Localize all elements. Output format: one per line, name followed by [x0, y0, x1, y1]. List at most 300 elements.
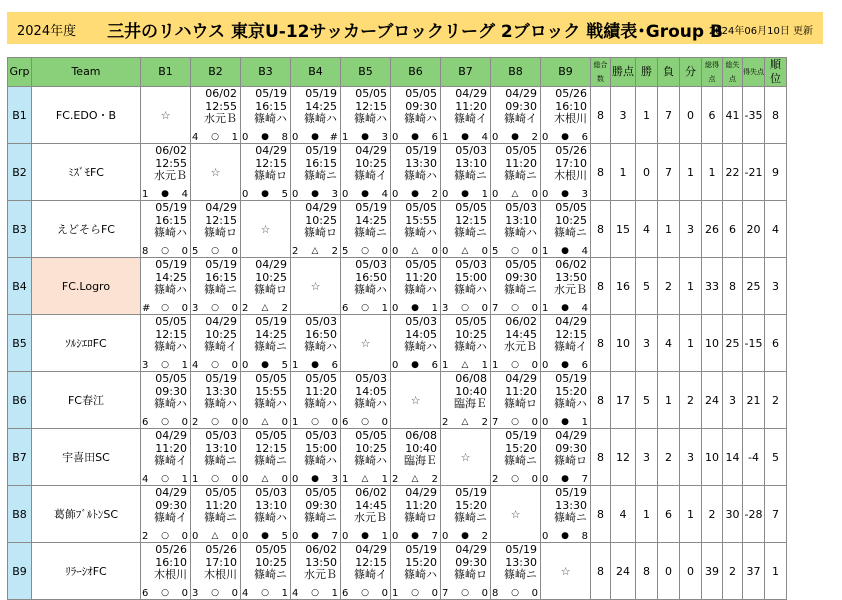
match-time: 12:15 — [355, 99, 387, 113]
stat-cell: 25 — [723, 315, 743, 372]
match-date: 05/19 — [455, 486, 487, 499]
score-opponent: 0 — [231, 246, 238, 257]
match-time: 12:15 — [255, 156, 287, 170]
result-mark: ● — [511, 132, 519, 142]
score-own: 0 — [392, 531, 399, 542]
match-date: 05/19 — [555, 486, 587, 499]
score-own: 0 — [392, 132, 399, 143]
match-venue: 水元Ｂ — [304, 568, 337, 581]
header-stat: 順位 — [765, 58, 787, 87]
match-time: 14:25 — [355, 213, 387, 227]
score-opponent: 2 — [331, 246, 338, 257]
result-mark: ○ — [311, 588, 319, 598]
match-date: 05/19 — [205, 372, 237, 385]
score-own: 0 — [442, 189, 449, 200]
stat-cell: 39 — [702, 543, 723, 600]
match-time: 15:20 — [455, 498, 487, 512]
match-cell — [291, 315, 341, 372]
match-venue: 篠崎ハ — [154, 226, 187, 239]
match-date: 05/03 — [455, 258, 487, 271]
match-cell — [141, 315, 191, 372]
match-cell — [291, 486, 341, 543]
match-venue: 篠崎ニ — [204, 511, 237, 524]
match-result — [442, 531, 488, 542]
score-own: 0 — [192, 531, 199, 542]
stat-cell: 22 — [723, 144, 743, 201]
match-time: 16:15 — [205, 270, 237, 284]
match-time: 15:55 — [255, 384, 287, 398]
match-time: 14:05 — [355, 384, 387, 398]
score-opponent: 2 — [481, 417, 488, 428]
score-own: 1 — [542, 246, 549, 257]
match-time: 15:20 — [505, 441, 537, 455]
match-cell — [241, 87, 291, 144]
match-result — [242, 588, 288, 599]
header-stat: 得失点 — [743, 58, 765, 87]
score-opponent: 6 — [431, 132, 438, 143]
match-cell — [341, 486, 391, 543]
match-date: 06/02 — [305, 543, 337, 556]
match-cell — [491, 201, 541, 258]
match-result — [292, 531, 338, 542]
match-result — [392, 588, 438, 599]
result-mark: ○ — [161, 246, 169, 256]
match-result — [192, 531, 238, 542]
match-cell — [541, 87, 591, 144]
team-name: 葛飾ﾌﾞﾙﾄﾝSC — [32, 486, 141, 543]
stat-cell: 1 — [680, 144, 702, 201]
stat-cell: 4 — [611, 486, 636, 543]
match-result — [392, 531, 438, 542]
match-cell — [391, 258, 441, 315]
score-opponent: 0 — [231, 531, 238, 542]
match-venue: 篠崎ハ — [304, 112, 337, 125]
score-opponent: 2 — [531, 132, 538, 143]
match-date: 05/05 — [305, 372, 337, 385]
match-date: 05/19 — [355, 201, 387, 214]
score-opponent: 8 — [281, 132, 288, 143]
result-mark: ● — [261, 189, 269, 199]
result-mark: △ — [261, 417, 269, 427]
group-cell: B3 — [8, 201, 32, 258]
group-cell: B2 — [8, 144, 32, 201]
match-venue: 水元Ｂ — [504, 340, 537, 353]
match-venue: 篠崎ロ — [454, 568, 487, 581]
match-date: 06/08 — [405, 429, 437, 442]
score-own: 4 — [142, 474, 149, 485]
stat-cell: 3 — [680, 429, 702, 486]
stat-cell: 1 — [636, 486, 658, 543]
team-name: ﾐｽﾞﾓFC — [32, 144, 141, 201]
score-opponent: 6 — [331, 360, 338, 371]
stat-cell: 37 — [743, 543, 765, 600]
match-result — [342, 474, 388, 485]
stat-cell: 4 — [658, 315, 680, 372]
score-opponent: 2 — [481, 531, 488, 542]
score-own: 2 — [392, 474, 399, 485]
match-cell — [391, 429, 441, 486]
stat-cell: 2 — [702, 486, 723, 543]
match-result — [292, 360, 338, 371]
score-opponent: 0 — [531, 360, 538, 371]
match-date: 05/03 — [205, 429, 237, 442]
match-result — [492, 417, 538, 428]
table-row — [8, 144, 787, 201]
table-row — [8, 87, 787, 144]
match-venue: 篠崎ニ — [504, 283, 537, 296]
match-date: 05/05 — [255, 429, 287, 442]
match-date: 05/03 — [455, 144, 487, 157]
result-mark: ○ — [511, 588, 519, 598]
match-cell — [341, 372, 391, 429]
score-opponent: 0 — [181, 531, 188, 542]
result-mark: △ — [461, 417, 469, 427]
match-date: 04/29 — [555, 315, 587, 328]
match-result — [142, 474, 188, 485]
stat-cell: 6 — [658, 486, 680, 543]
header-stat: 負 — [658, 58, 680, 87]
match-time: 14:05 — [405, 327, 437, 341]
match-date: 05/26 — [155, 543, 187, 556]
match-result — [142, 588, 188, 599]
match-result — [342, 189, 388, 200]
stat-cell: 20 — [743, 201, 765, 258]
match-cell — [191, 429, 241, 486]
match-result — [392, 246, 438, 257]
score-own: 0 — [242, 360, 249, 371]
match-venue: 篠崎ハ — [404, 283, 437, 296]
result-mark: ● — [561, 474, 569, 484]
match-time: 16:15 — [255, 99, 287, 113]
header-stat: 総合数 — [591, 58, 611, 87]
result-mark: ● — [561, 132, 569, 142]
stat-cell: 8 — [591, 486, 611, 543]
match-venue: 篠崎ニ — [454, 169, 487, 182]
match-venue: 篠崎ハ — [154, 340, 187, 353]
score-own: 4 — [192, 132, 199, 143]
score-opponent: 4 — [581, 246, 588, 257]
result-mark: ○ — [211, 417, 219, 427]
result-mark: ○ — [211, 246, 219, 256]
match-cell — [441, 315, 491, 372]
match-time: 14:45 — [355, 498, 387, 512]
result-mark: ● — [411, 132, 419, 142]
match-date: 05/03 — [505, 201, 537, 214]
match-cell — [191, 486, 241, 543]
stat-cell: 8 — [591, 429, 611, 486]
match-venue: 篠崎ハ — [154, 397, 187, 410]
match-venue: 篠崎ロ — [204, 226, 237, 239]
score-opponent: 0 — [431, 588, 438, 599]
stat-cell: 0 — [636, 144, 658, 201]
result-mark: ○ — [161, 474, 169, 484]
match-cell — [441, 201, 491, 258]
match-cell — [241, 258, 291, 315]
result-mark: △ — [211, 531, 219, 541]
match-venue: 臨海Ｅ — [404, 454, 437, 467]
match-cell — [541, 372, 591, 429]
stat-cell: 6 — [765, 315, 787, 372]
match-date: 06/02 — [205, 87, 237, 100]
result-mark: △ — [311, 246, 319, 256]
result-mark: ○ — [461, 588, 469, 598]
match-venue: 篠崎ハ — [254, 112, 287, 125]
match-venue: 篠崎ロ — [304, 226, 337, 239]
score-opponent: 5 — [281, 360, 288, 371]
stat-cell: 4 — [636, 201, 658, 258]
stat-cell: 2 — [658, 429, 680, 486]
match-venue: 臨海Ｅ — [454, 397, 487, 410]
stat-cell: 1 — [680, 486, 702, 543]
match-result — [492, 246, 538, 257]
match-result — [442, 303, 488, 314]
match-time: 13:10 — [505, 213, 537, 227]
match-cell — [491, 429, 541, 486]
stat-cell: 7 — [658, 144, 680, 201]
match-result — [192, 360, 238, 371]
result-mark: ○ — [311, 417, 319, 427]
match-date: 05/05 — [405, 201, 437, 214]
score-opponent: 8 — [581, 531, 588, 542]
match-venue: 木根川 — [554, 112, 587, 125]
match-cell — [241, 429, 291, 486]
match-cell — [141, 201, 191, 258]
match-time: 12:15 — [155, 327, 187, 341]
match-date: 05/19 — [155, 258, 187, 271]
self-match-cell: ☆ — [341, 315, 391, 372]
match-result — [292, 474, 338, 485]
match-time: 11:20 — [505, 156, 537, 170]
result-mark: ○ — [161, 303, 169, 313]
stat-cell: 24 — [702, 372, 723, 429]
result-mark: ● — [261, 132, 269, 142]
stat-cell: 1 — [765, 543, 787, 600]
match-time: 12:55 — [205, 99, 237, 113]
match-venue: 篠崎ロ — [404, 511, 437, 524]
stat-cell: 8 — [591, 315, 611, 372]
match-date: 05/26 — [205, 543, 237, 556]
result-mark: ○ — [361, 303, 369, 313]
score-own: 0 — [342, 531, 349, 542]
match-time: 09:30 — [405, 99, 437, 113]
match-cell — [391, 87, 441, 144]
score-own: 6 — [342, 588, 349, 599]
match-result — [142, 531, 188, 542]
match-date: 05/19 — [555, 372, 587, 385]
standings-table — [7, 57, 787, 600]
match-date: 05/05 — [455, 201, 487, 214]
match-venue: 木根川 — [204, 568, 237, 581]
match-venue: 篠崎ハ — [154, 283, 187, 296]
match-time: 10:25 — [455, 327, 487, 341]
match-cell — [541, 315, 591, 372]
match-result — [392, 303, 438, 314]
match-time: 12:15 — [205, 213, 237, 227]
match-result — [492, 189, 538, 200]
match-result — [492, 588, 538, 599]
score-own: 1 — [392, 588, 399, 599]
match-date: 05/05 — [455, 315, 487, 328]
stat-cell: 5 — [636, 258, 658, 315]
score-own: 0 — [392, 303, 399, 314]
header-grp: Grp — [8, 58, 32, 87]
match-date: 06/02 — [155, 144, 187, 157]
self-match-cell: ☆ — [391, 372, 441, 429]
match-cell — [291, 372, 341, 429]
match-venue: 篠崎ハ — [404, 568, 437, 581]
result-mark: ● — [561, 531, 569, 541]
match-cell — [491, 87, 541, 144]
match-cell — [191, 258, 241, 315]
stat-cell: 33 — [702, 258, 723, 315]
score-own: 0 — [392, 246, 399, 257]
result-mark: △ — [261, 303, 269, 313]
result-mark: ○ — [511, 246, 519, 256]
match-result — [192, 417, 238, 428]
table-row — [8, 429, 787, 486]
match-cell — [541, 429, 591, 486]
match-result — [392, 189, 438, 200]
match-cell — [441, 372, 491, 429]
match-cell — [441, 258, 491, 315]
score-own: 6 — [142, 417, 149, 428]
page-title: 三井のリハウス 東京U-12サッカーブロックリーグ 2ブロック 戦績表･Group B — [107, 22, 723, 42]
result-mark: ○ — [211, 132, 219, 142]
header-opponent: B9 — [541, 58, 591, 87]
match-cell — [141, 258, 191, 315]
match-time: 09:30 — [505, 99, 537, 113]
stat-cell: -21 — [743, 144, 765, 201]
score-own: 0 — [392, 189, 399, 200]
score-opponent: 0 — [331, 417, 338, 428]
result-mark: ● — [311, 360, 319, 370]
match-result — [492, 303, 538, 314]
match-cell — [341, 87, 391, 144]
match-time: 09:30 — [305, 498, 337, 512]
score-own: 7 — [442, 588, 449, 599]
result-mark: ○ — [161, 588, 169, 598]
score-own: 1 — [442, 132, 449, 143]
match-result — [542, 417, 588, 428]
score-own: 3 — [192, 303, 199, 314]
score-opponent: 0 — [531, 303, 538, 314]
stat-cell: 3 — [636, 429, 658, 486]
match-date: 04/29 — [255, 258, 287, 271]
score-own: 8 — [142, 246, 149, 257]
score-own: 0 — [242, 417, 249, 428]
score-own: 3 — [192, 588, 199, 599]
match-result — [242, 303, 288, 314]
stat-cell: 5 — [636, 372, 658, 429]
result-mark: ● — [561, 246, 569, 256]
score-own: 0 — [292, 132, 299, 143]
match-result — [442, 132, 488, 143]
score-opponent: 1 — [181, 474, 188, 485]
result-mark: ● — [361, 531, 369, 541]
result-mark: ○ — [161, 531, 169, 541]
match-date: 04/29 — [205, 201, 237, 214]
score-opponent: 4 — [481, 132, 488, 143]
match-venue: 篠崎ハ — [454, 283, 487, 296]
season-label: 2024年度 — [17, 24, 77, 39]
match-time: 13:10 — [205, 441, 237, 455]
stat-cell: 26 — [702, 201, 723, 258]
result-mark: △ — [361, 474, 369, 484]
match-result — [142, 360, 188, 371]
score-opponent: 0 — [281, 417, 288, 428]
match-date: 05/26 — [555, 144, 587, 157]
match-venue: 篠崎ロ — [554, 454, 587, 467]
match-venue: 篠崎イ — [504, 112, 537, 125]
match-date: 04/29 — [505, 372, 537, 385]
match-cell — [391, 315, 441, 372]
result-mark: ● — [411, 360, 419, 370]
score-own: 0 — [342, 189, 349, 200]
stat-cell: 1 — [680, 315, 702, 372]
score-opponent: 4 — [381, 189, 388, 200]
match-time: 10:25 — [205, 327, 237, 341]
match-time: 09:30 — [155, 498, 187, 512]
score-own: 0 — [242, 189, 249, 200]
match-cell — [541, 144, 591, 201]
match-result — [442, 189, 488, 200]
result-mark: ○ — [411, 588, 419, 598]
result-mark: ● — [411, 303, 419, 313]
match-date: 05/05 — [155, 372, 187, 385]
match-date: 06/08 — [455, 372, 487, 385]
group-cell: B7 — [8, 429, 32, 486]
match-cell — [541, 486, 591, 543]
header-opponent: B1 — [141, 58, 191, 87]
score-own: 0 — [292, 531, 299, 542]
score-own: 1 — [342, 474, 349, 485]
match-date: 05/19 — [305, 144, 337, 157]
group-cell: B4 — [8, 258, 32, 315]
score-own: 7 — [492, 303, 499, 314]
score-opponent: 0 — [381, 588, 388, 599]
group-cell: B8 — [8, 486, 32, 543]
match-result — [542, 360, 588, 371]
self-match-cell: ☆ — [441, 429, 491, 486]
score-own: 0 — [292, 189, 299, 200]
stat-cell: 0 — [680, 87, 702, 144]
score-opponent: 0 — [231, 303, 238, 314]
match-venue: 篠崎ハ — [354, 454, 387, 467]
score-own: # — [142, 303, 151, 314]
score-opponent: 4 — [581, 303, 588, 314]
match-venue: 篠崎ニ — [304, 169, 337, 182]
match-venue: 篠崎ハ — [204, 397, 237, 410]
stat-cell: 1 — [658, 372, 680, 429]
header-stat: 総得点 — [702, 58, 723, 87]
self-match-cell: ☆ — [241, 201, 291, 258]
score-opponent: 0 — [231, 360, 238, 371]
match-date: 05/03 — [355, 372, 387, 385]
team-name: ﾘﾗｰｼｵFC — [32, 543, 141, 600]
match-result — [192, 588, 238, 599]
score-opponent: 3 — [331, 474, 338, 485]
match-cell — [291, 144, 341, 201]
match-date: 05/05 — [255, 543, 287, 556]
match-date: 04/29 — [405, 486, 437, 499]
match-result — [342, 246, 388, 257]
match-time: 11:20 — [305, 384, 337, 398]
stat-cell: 1 — [658, 201, 680, 258]
result-mark: △ — [261, 474, 269, 484]
match-date: 05/03 — [305, 429, 337, 442]
match-time: 13:10 — [455, 156, 487, 170]
result-mark: ○ — [511, 303, 519, 313]
